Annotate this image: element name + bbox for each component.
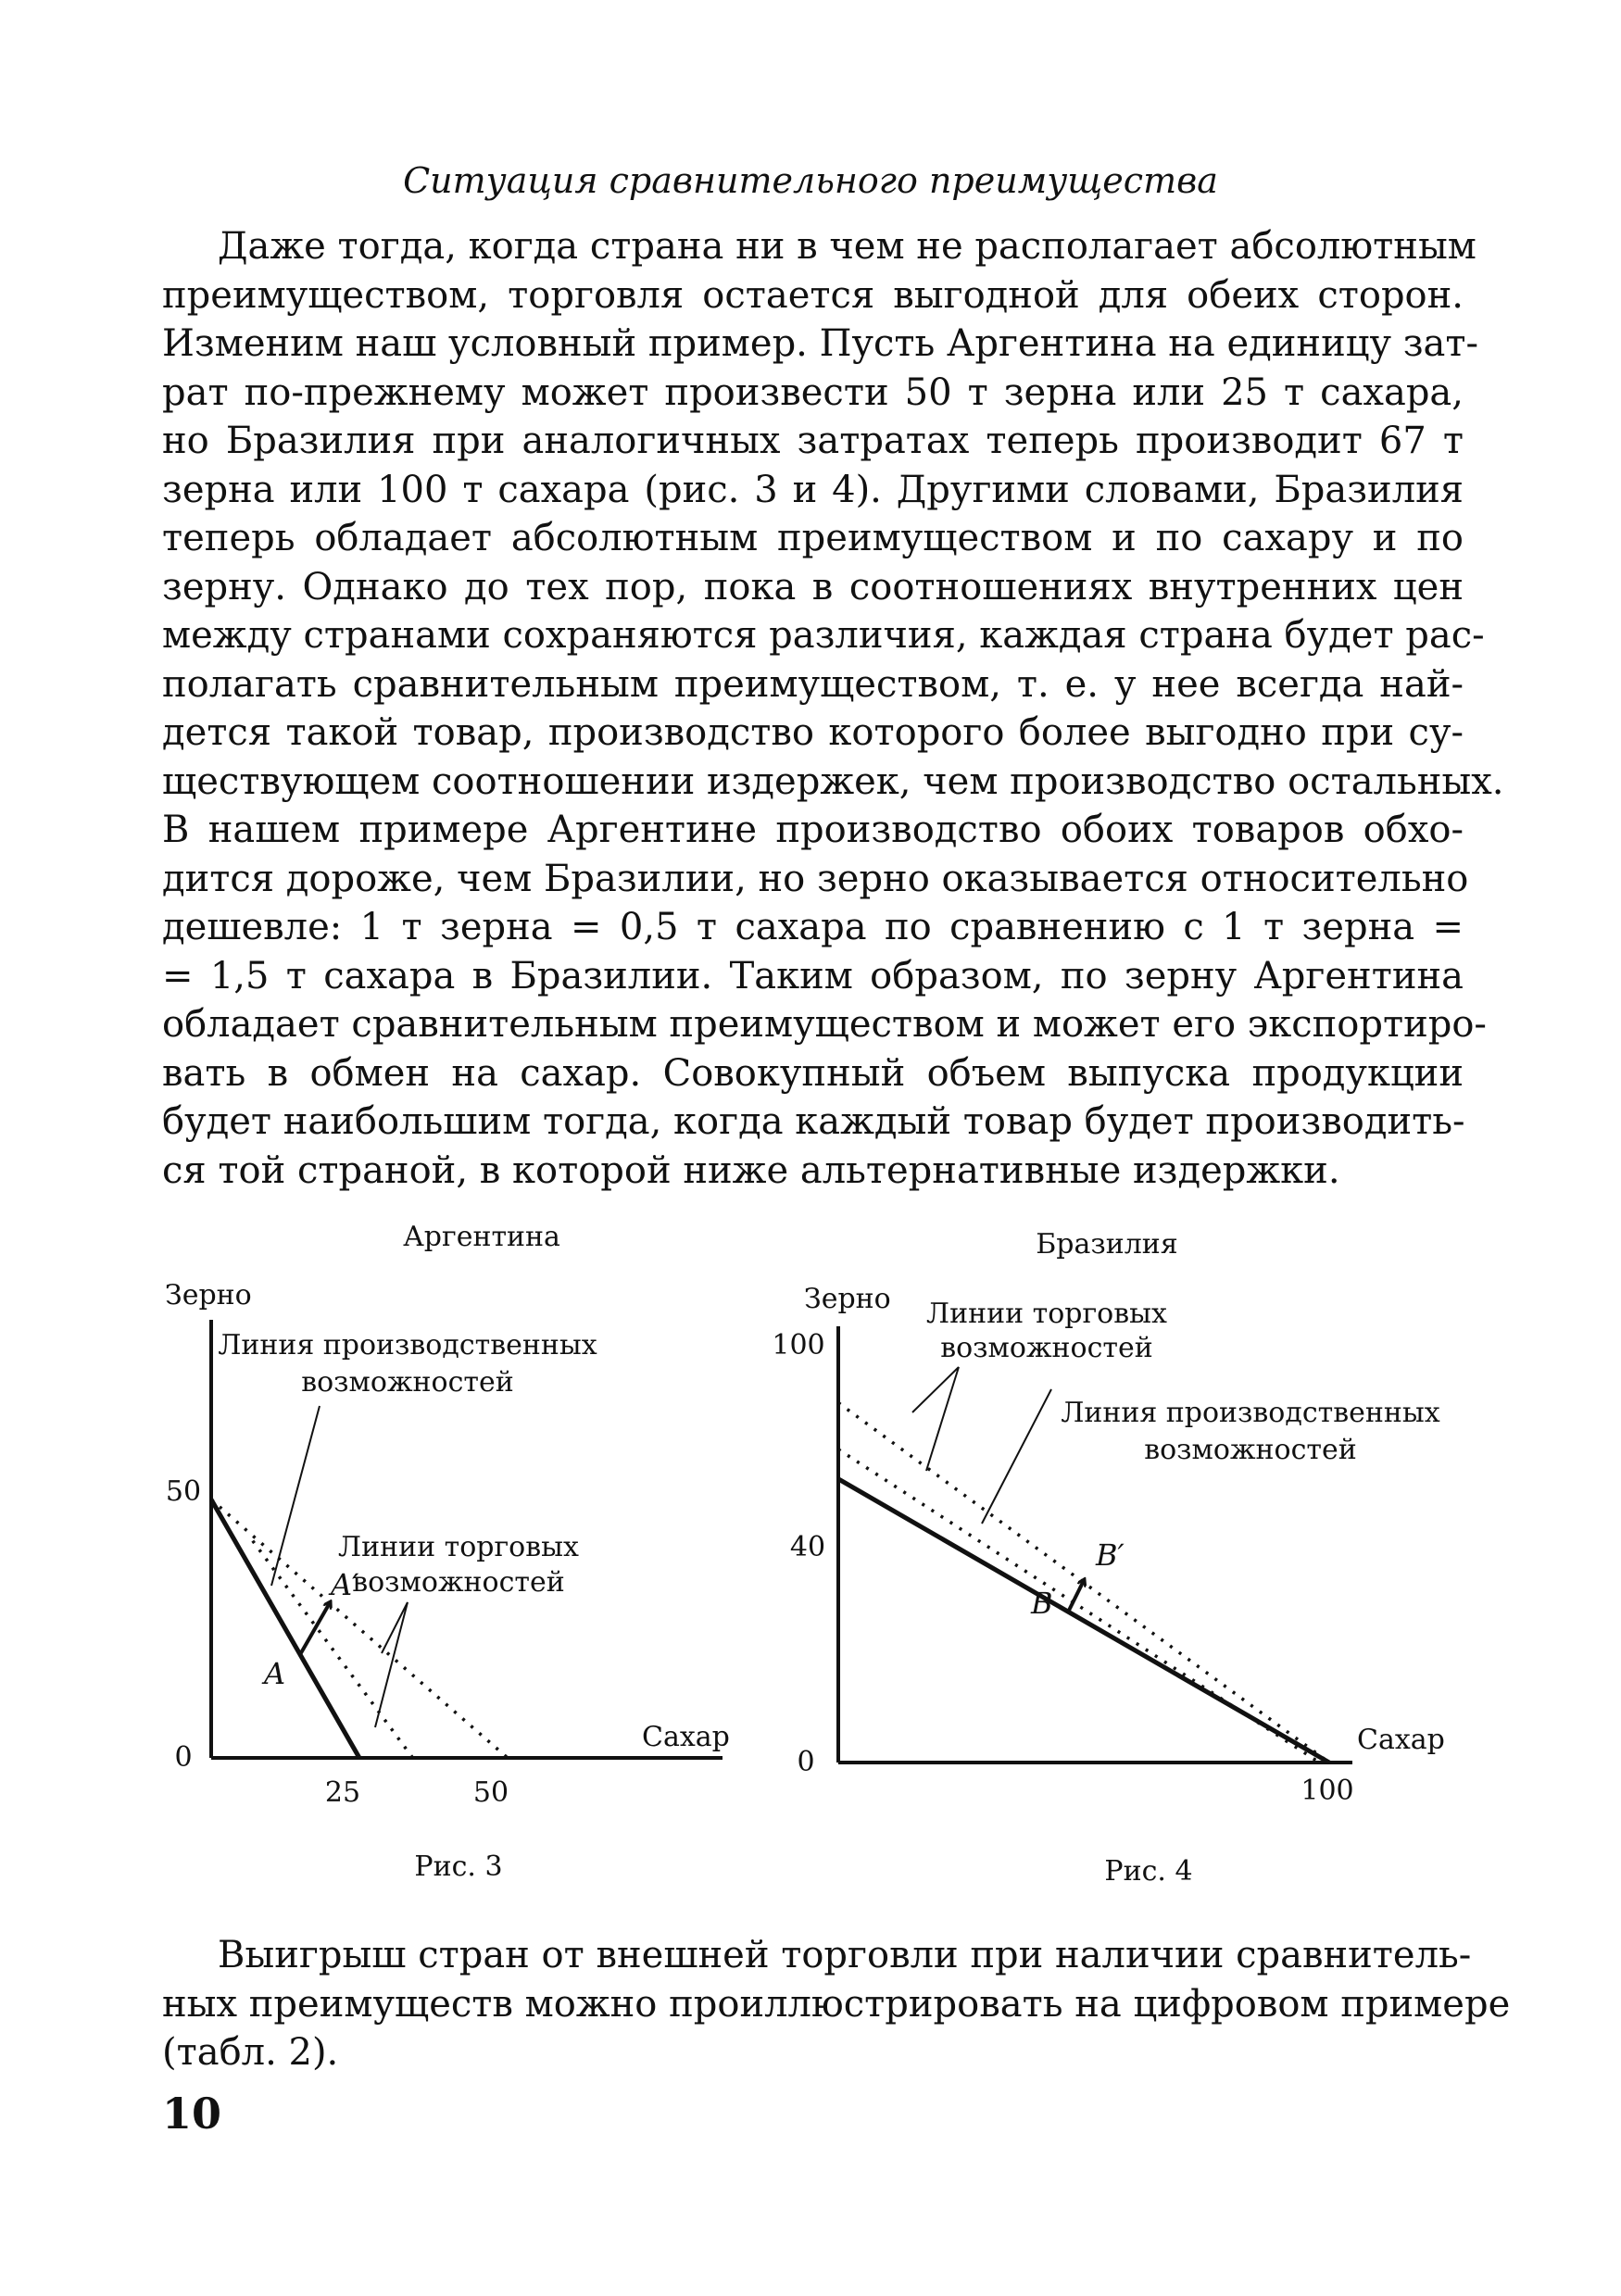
text-line: = 1,5 т сахара в Бразилии. Таким образом, по зерну Аргентина xyxy=(162,954,1464,997)
figure-brazil xyxy=(772,1228,1444,1888)
text-line: теперь обладает абсолютным преимуществом и по сахару и по xyxy=(162,517,1464,559)
text-line: дешевле: 1 т зерна = 0,5 т сахара по сравнению с 1 т зерна = xyxy=(162,906,1464,948)
trade-label-line-1: Линии торговых xyxy=(338,1531,579,1563)
text-line: дится дороже, чем Бразилии, но зерно оказывается относительно xyxy=(162,857,1469,900)
trade-label-leader-2 xyxy=(375,1602,408,1727)
ppf-label-line-1: Линия производственных xyxy=(218,1329,597,1361)
origin-label: 0 xyxy=(797,1746,815,1778)
ppf-label-line-2: возможностей xyxy=(301,1366,514,1399)
text-line: зерна или 100 т сахара (рис. 3 и 4). Другими словами, Бразилия xyxy=(162,468,1464,511)
figure-argentina xyxy=(165,1221,730,1883)
figure-caption: Рис. 3 xyxy=(414,1851,503,1883)
ppf-label-line-2: возможностей xyxy=(1144,1434,1357,1466)
page-number: 10 xyxy=(162,2089,222,2139)
point-label-a-prime: A′ xyxy=(331,1567,359,1602)
production-possibility-line xyxy=(838,1479,1329,1763)
text-line: но Бразилия при аналогичных затратах теперь производит 67 т xyxy=(162,420,1464,462)
text-line: В нашем примере Аргентине производство обоих товаров обхо- xyxy=(162,809,1464,851)
text-line: Даже тогда, когда страна ни в чем не располагает абсолютным xyxy=(218,225,1476,268)
trade-label-leader-1 xyxy=(382,1602,408,1653)
production-possibility-line xyxy=(211,1499,359,1758)
text-line: ществующем соотношении издержек, чем производство остальных. xyxy=(162,759,1504,803)
ppf-label-leader xyxy=(271,1406,320,1586)
figure-caption: Рис. 4 xyxy=(1104,1855,1193,1888)
trade-label-line-1: Линии торговых xyxy=(926,1298,1167,1330)
y-tick-label: 40 xyxy=(789,1531,826,1563)
text-line: Изменим наш условный пример. Пусть Аргентина на единицу зат- xyxy=(162,322,1479,365)
trade-gain-arrow xyxy=(300,1603,330,1655)
text-line: рат по-прежнему может произвести 50 т зерна или 25 т сахара, xyxy=(162,370,1464,414)
x-tick-label: 25 xyxy=(324,1776,361,1809)
ppf-label-line-1: Линия производственных xyxy=(1061,1397,1440,1429)
section-heading: Ситуация сравнительного преимущества xyxy=(403,160,1218,201)
y-tick-label: 50 xyxy=(165,1475,202,1508)
trade-label-line-2: возможностей xyxy=(352,1566,565,1599)
text-line: ных преимуществ можно проиллюстрировать на цифровом примере xyxy=(162,1982,1511,2026)
trade-gain-arrow xyxy=(1069,1580,1084,1610)
chart-title: Аргентина xyxy=(403,1221,560,1253)
point-label-b-prime: B′ xyxy=(1096,1537,1125,1573)
y-axis-label: Зерно xyxy=(165,1279,252,1311)
trade-label-line-2: возможностей xyxy=(940,1332,1153,1364)
paragraph-2 xyxy=(162,1931,1511,2077)
y-tick-label: 100 xyxy=(772,1329,825,1361)
text-line: будет наибольшим тогда, когда каждый товар будет производить- xyxy=(162,1100,1465,1143)
x-tick-label: 50 xyxy=(472,1776,509,1809)
chart-title: Бразилия xyxy=(1036,1228,1178,1261)
text-line: между странами сохраняются различия, каждая страна будет рас- xyxy=(162,614,1485,657)
x-axis-label: Сахар xyxy=(642,1721,730,1753)
text-line: обладает сравнительным преимуществом и может его экспортиро- xyxy=(162,1003,1487,1046)
text-line: (табл. 2). xyxy=(162,2031,339,2074)
point-label-a: A xyxy=(264,1656,286,1691)
text-line: вать в обмен на сахар. Совокупный объем выпуска продукции xyxy=(162,1051,1464,1095)
point-label-b: B xyxy=(1031,1586,1053,1621)
x-tick-label: 100 xyxy=(1301,1775,1354,1807)
text-line: полагать сравнительным преимуществом, т. е. у нее всегда най- xyxy=(162,662,1464,706)
ppf-label-leader xyxy=(982,1389,1051,1524)
text-line: зерну. Однако до тех пор, пока в соотношениях внутренних цен xyxy=(162,565,1464,609)
text-line: ся той страной, в которой ниже альтернативные издержки. xyxy=(162,1148,1340,1192)
x-axis-label: Сахар xyxy=(1357,1724,1445,1756)
text-line: Выигрыш стран от внешней торговли при наличии сравнитель- xyxy=(218,1934,1472,1976)
y-axis-label: Зерно xyxy=(804,1283,891,1315)
text-line: преимуществом, торговля остается выгодной для обеих сторон. xyxy=(162,273,1464,317)
text-line: дется такой товар, производство которого более выгодно при су- xyxy=(162,711,1464,754)
origin-label: 0 xyxy=(174,1741,193,1774)
